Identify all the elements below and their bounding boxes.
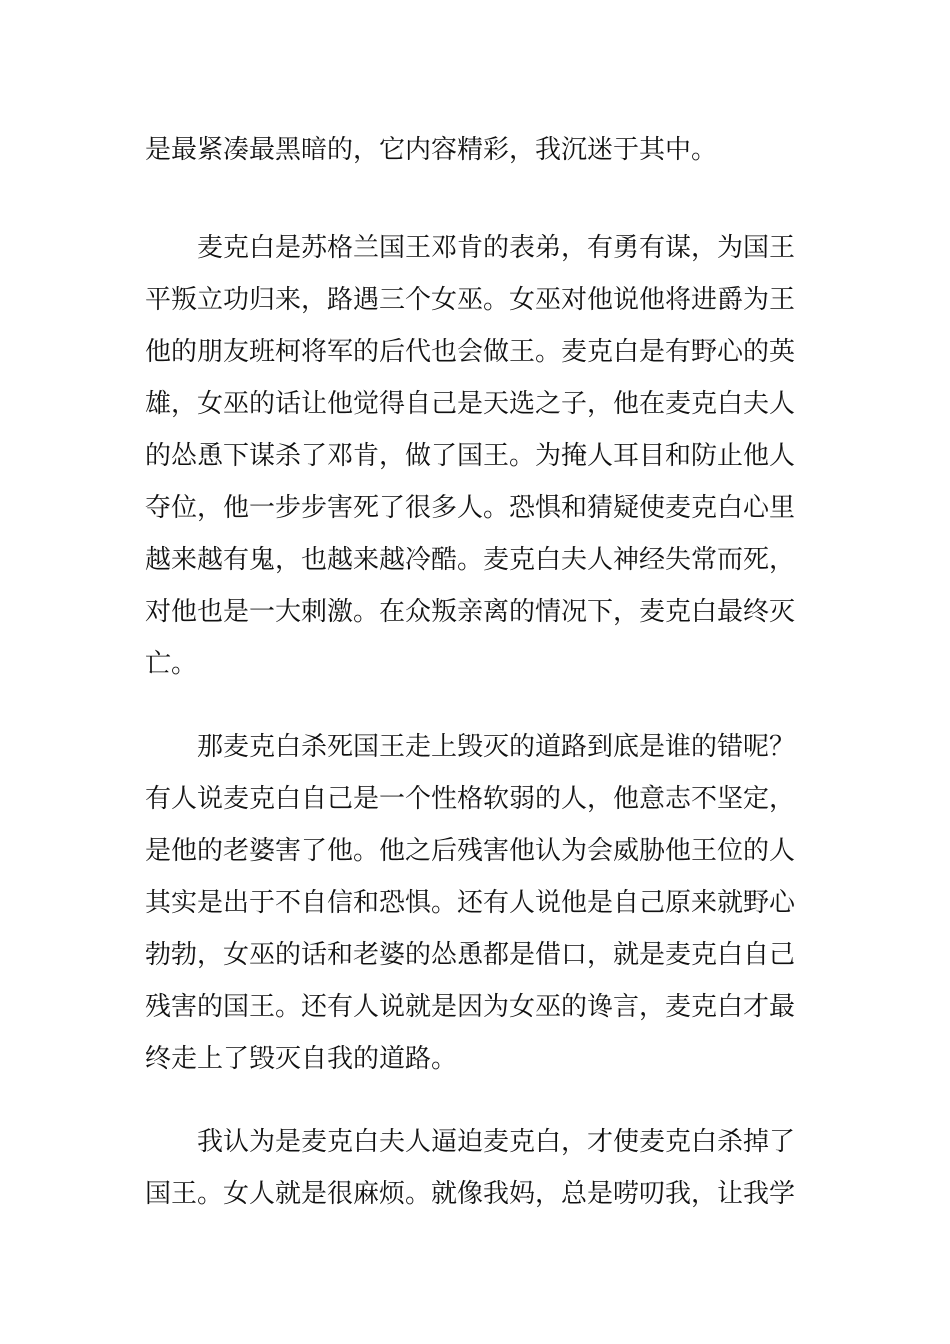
text-line: 亡。 xyxy=(145,649,198,679)
text-line: 残害的国王。还有人说就是因为女巫的谗言，麦克白才最 xyxy=(145,992,796,1022)
text-line: 勃勃，女巫的话和老婆的怂恿都是借口，就是麦克白自己 xyxy=(145,940,796,970)
text-line: 的怂恿下谋杀了邓肯，做了国王。为掩人耳目和防止他人 xyxy=(145,441,796,471)
paragraph-3 xyxy=(145,721,805,1085)
text-line: 有人说麦克白自己是一个性格软弱的人，他意志不坚定， xyxy=(145,784,796,814)
text-line: 他的朋友班柯将军的后代也会做王。麦克白是有野心的英 xyxy=(145,337,796,367)
text-line: 那麦克白杀死国王走上毁灭的道路到底是谁的错呢？ xyxy=(197,732,796,762)
text-line: 国王。女人就是很麻烦。就像我妈，总是唠叨我，让我学 xyxy=(145,1179,796,1209)
text-line: 越来越有鬼，也越来越冷酷。麦克白夫人神经失常而死， xyxy=(145,545,796,575)
text-line: 是他的老婆害了他。他之后残害他认为会威胁他王位的人 xyxy=(145,836,796,866)
text-line: 其实是出于不自信和恐惧。还有人说他是自己原来就野心 xyxy=(145,888,796,918)
text-line: 终走上了毁灭自我的道路。 xyxy=(145,1044,458,1074)
text-line: 麦克白是苏格兰国王邓肯的表弟，有勇有谋，为国王 xyxy=(197,233,796,263)
text-line: 夺位，他一步步害死了很多人。恐惧和猜疑使麦克白心里 xyxy=(145,493,796,523)
paragraph-4 xyxy=(145,1116,805,1220)
text-line: 对他也是一大刺激。在众叛亲离的情况下，麦克白最终灭 xyxy=(145,597,796,627)
text-line: 平叛立功归来，路遇三个女巫。女巫对他说他将进爵为王 xyxy=(145,285,796,315)
paragraph-2 xyxy=(145,222,805,690)
text-line: 我认为是麦克白夫人逼迫麦克白，才使麦克白杀掉了 xyxy=(197,1127,796,1157)
text-line: 雄，女巫的话让他觉得自己是天选之子，他在麦克白夫人 xyxy=(145,389,796,419)
paragraph-1 xyxy=(145,124,805,176)
text-line: 是最紧凑最黑暗的，它内容精彩，我沉迷于其中。 xyxy=(145,135,718,165)
